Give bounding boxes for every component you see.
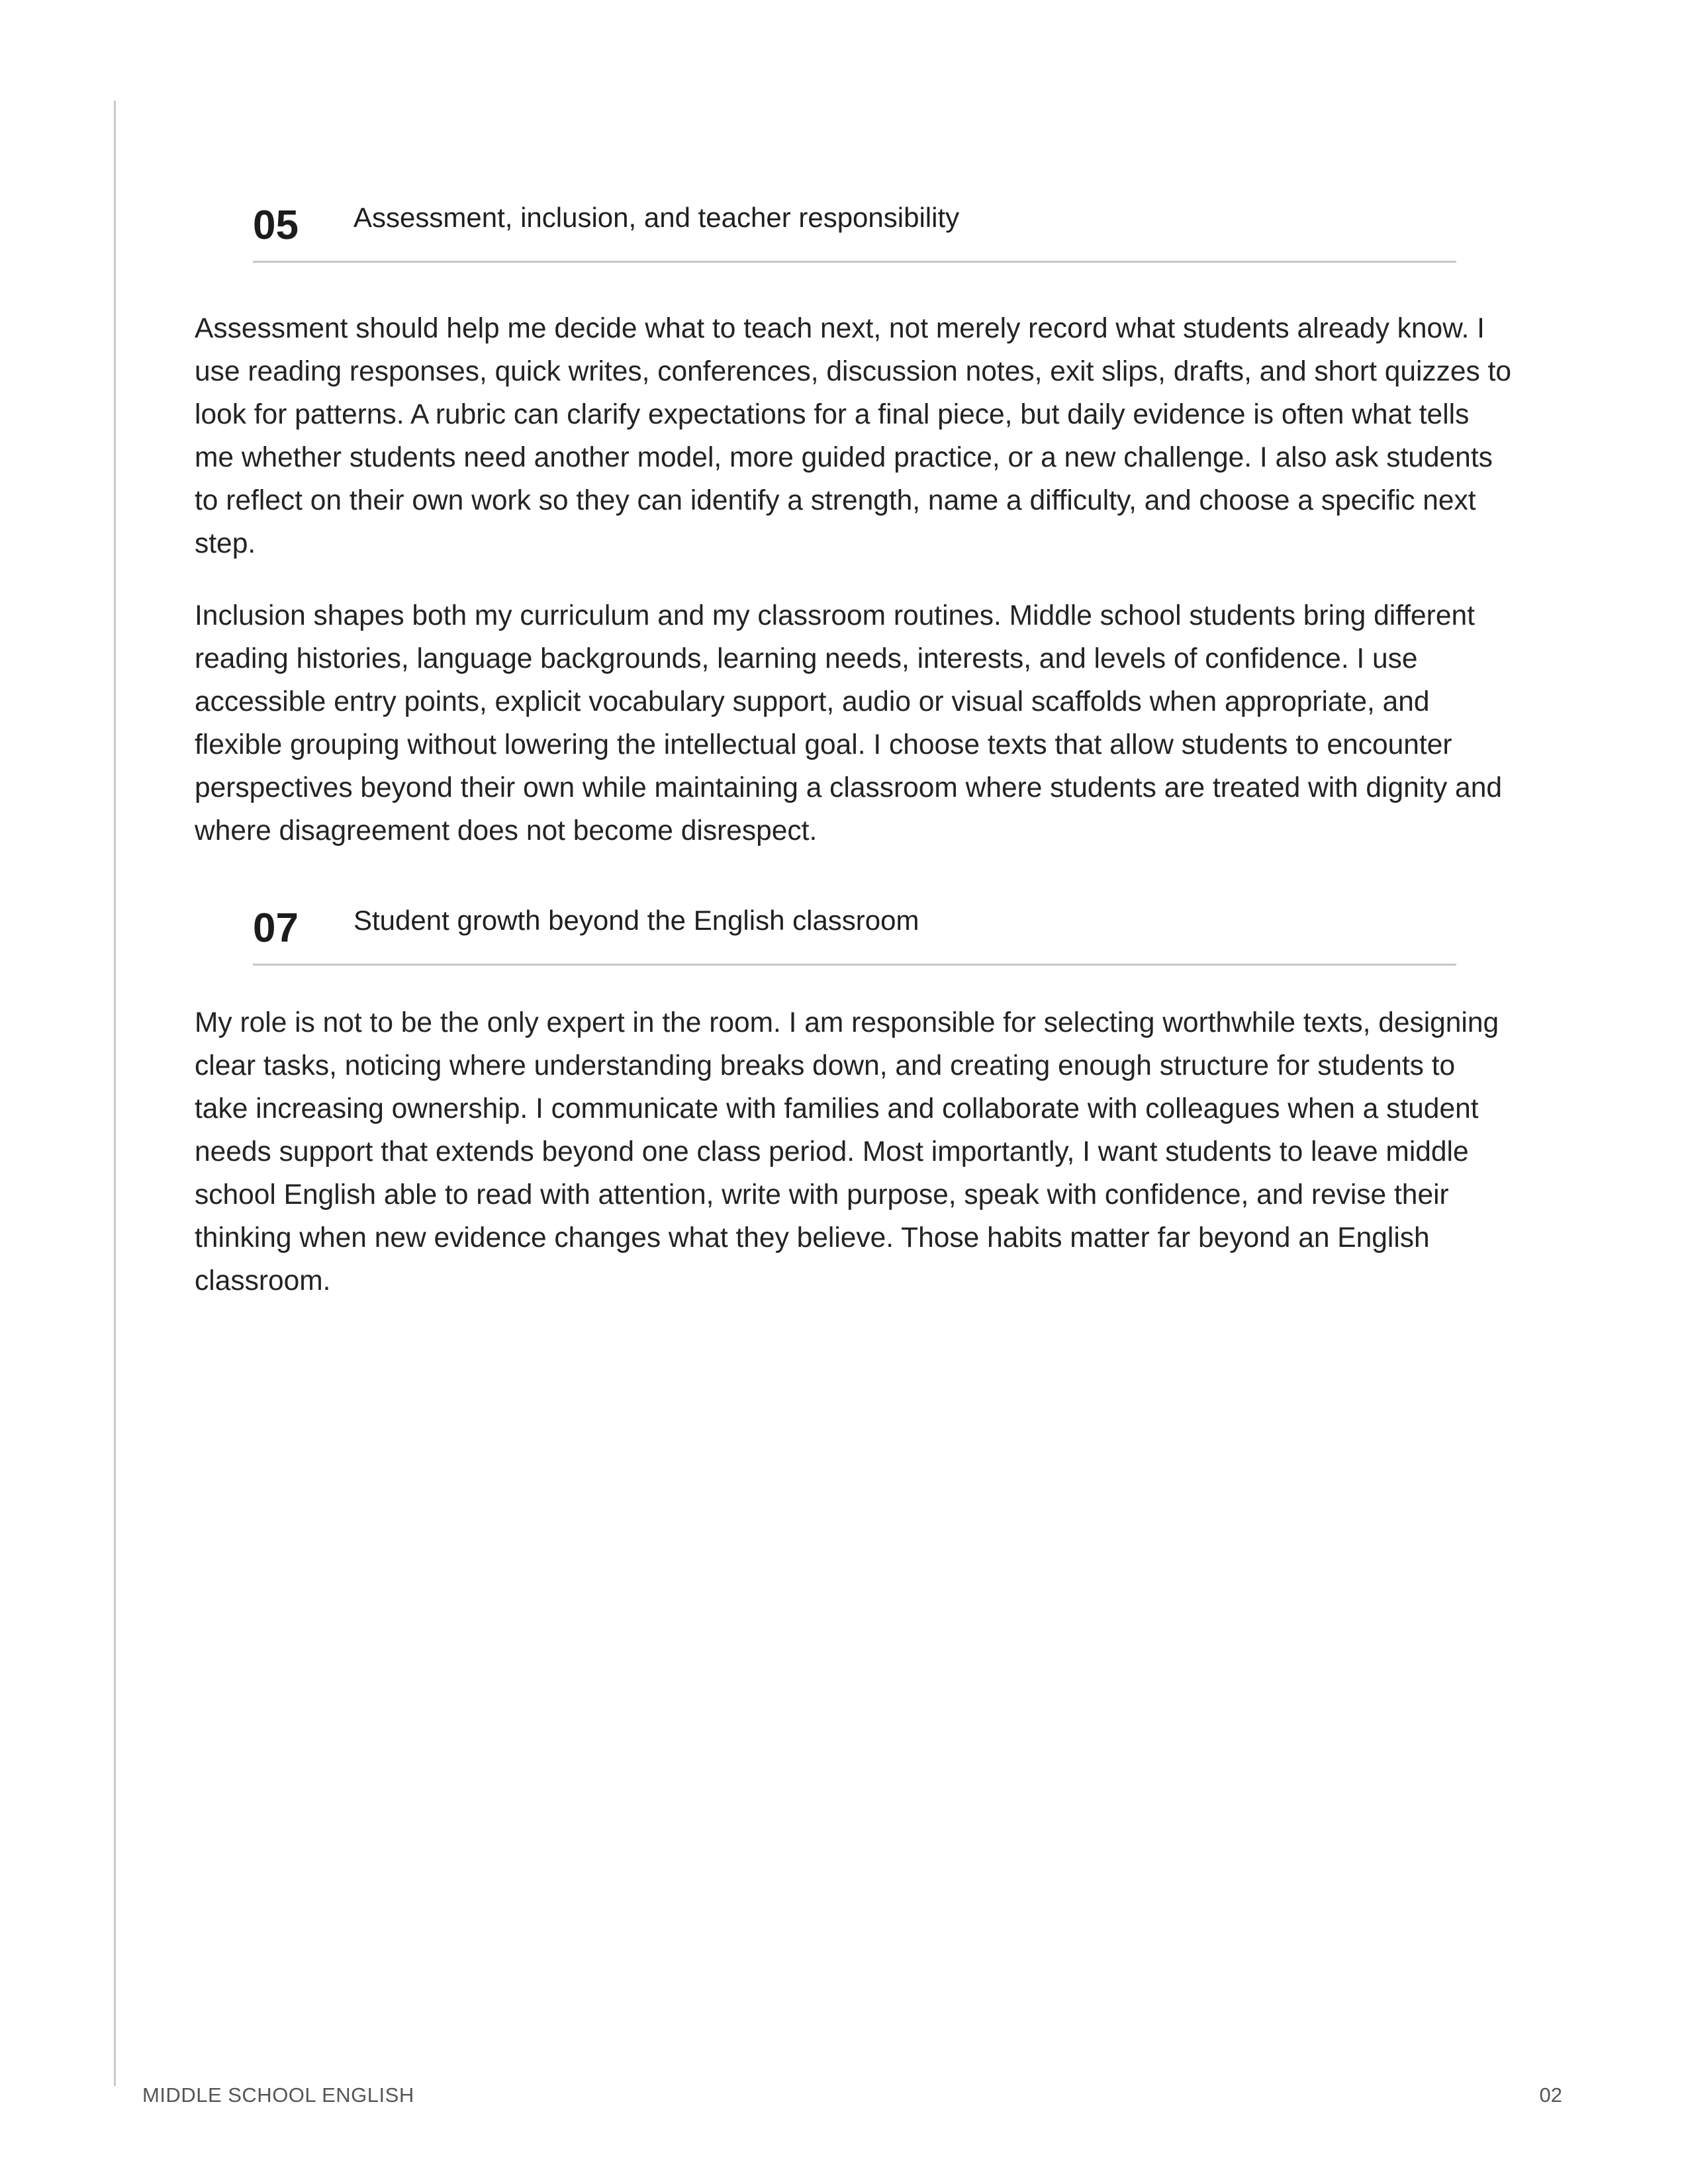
section-number: 05 [253, 203, 299, 248]
section-title: Assessment, inclusion, and teacher responsibility [353, 202, 960, 233]
body-paragraph: Inclusion shapes both my curriculum and my classroom routines. Middle school students bring different reading histories, language backgrounds, learning needs, interests, and levels of confidence. I use accessible entry points, explicit vocabulary support, audio or visual scaffolds when appropriate, and flexible grouping without lowering the intellectual goal. I choose texts that allow students to encounter perspectives beyond their own while maintaining a classroom where students are treated with dignity and where disagreement does not become disrespect. [195, 600, 1502, 846]
section-heading [253, 901, 1456, 966]
running-footer: MIDDLE SCHOOL ENGLISH [142, 2083, 414, 2107]
body-paragraph: Assessment should help me decide what to teach next, not merely record what students already know. I use reading responses, quick writes, conferences, discussion notes, exit slips, drafts, and short quizzes to look for patterns. A rubric can clarify expectations for a final piece, but daily evidence is often what tells me whether students need another model, more guided practice, or a new challenge. I also ask students to reflect on their own work so they can identify a strength, name a difficulty, and choose a specific next step. [195, 313, 1512, 559]
section-number: 07 [253, 905, 299, 951]
margin-rule [114, 101, 116, 2086]
body-paragraph: My role is not to be the only expert in the room. I am responsible for selecting worthwhile texts, designing clear tasks, noticing where understanding breaks down, and creating enough structure for students to take increasing ownership. I communicate with families and collaborate with colleagues when a student needs support that extends beyond one class period. Most importantly, I want students to leave middle school English able to read with attention, write with purpose, speak with confidence, and revise their thinking when new evidence changes what they believe. Those habits matter far beyond an English classroom. [195, 1007, 1499, 1297]
section-title: Student growth beyond the English classroom [353, 905, 919, 936]
page-number: 02 [1539, 2083, 1562, 2107]
section-heading [253, 199, 1456, 263]
